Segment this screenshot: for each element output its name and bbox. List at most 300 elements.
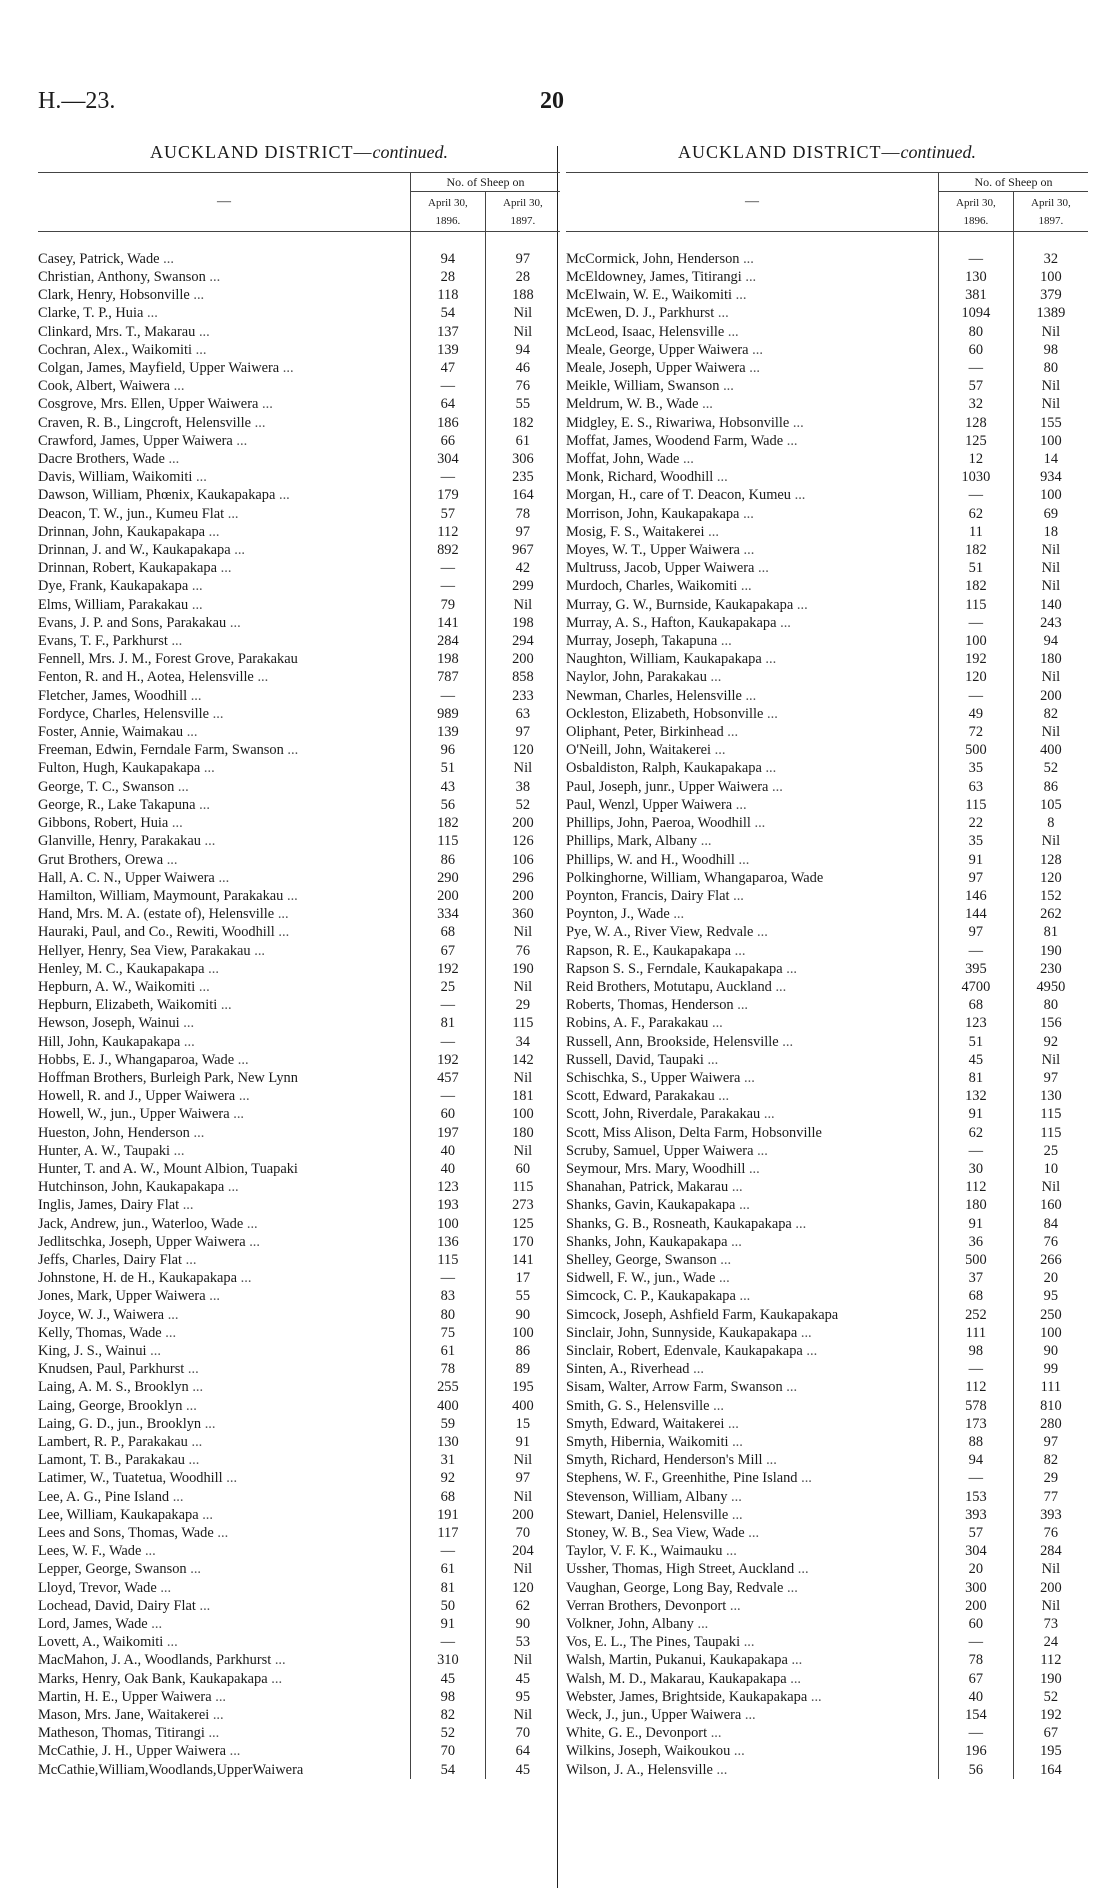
owner-name-text: McEwen, D. J., Parkhurst bbox=[566, 305, 715, 322]
sheep-count-1897: Nil bbox=[485, 978, 560, 996]
sheep-count-1896: 97 bbox=[939, 869, 1014, 887]
sheep-count-1896: 72 bbox=[939, 723, 1014, 741]
sheep-count-1896: 30 bbox=[939, 1160, 1014, 1178]
sheep-count-1896: 79 bbox=[411, 596, 486, 614]
leader-dots: ... bbox=[693, 1361, 704, 1378]
owner-name bbox=[38, 1415, 411, 1433]
sheep-count-1897: 400 bbox=[1013, 741, 1088, 759]
sheep-count-1897: 69 bbox=[1013, 505, 1088, 523]
sheep-count-1897: 52 bbox=[485, 796, 560, 814]
sheep-count-1896: 173 bbox=[939, 1415, 1014, 1433]
owner-name-text: Monk, Richard, Woodhill bbox=[566, 469, 714, 486]
table-row bbox=[38, 1124, 560, 1142]
leader-dots: ... bbox=[791, 1652, 803, 1669]
owner-name bbox=[38, 1287, 411, 1305]
table-row bbox=[566, 1742, 1088, 1760]
owner-name-text: Colgan, James, Mayfield, Upper Waiwera bbox=[38, 360, 280, 377]
sheep-count-1897: 70 bbox=[485, 1524, 560, 1542]
sheep-count-1897: 294 bbox=[485, 632, 560, 650]
leader-dots: ... bbox=[717, 305, 729, 322]
header-sheep-on: No. of Sheep on bbox=[411, 173, 561, 192]
leader-dots: ... bbox=[734, 942, 746, 959]
sheep-count-1897: 97 bbox=[485, 523, 560, 541]
owner-name-text: Stoney, W. B., Sea View, Wade bbox=[566, 1525, 745, 1542]
sheep-count-1896: 4700 bbox=[939, 978, 1014, 996]
leader-dots: ... bbox=[220, 997, 232, 1014]
leader-dots: ... bbox=[160, 1579, 172, 1596]
sheep-count-1896: 80 bbox=[411, 1306, 486, 1324]
owner-name bbox=[566, 323, 939, 341]
owner-name-text: Jedlitschka, Joseph, Upper Waiwera bbox=[38, 1233, 246, 1250]
table-row bbox=[566, 268, 1088, 286]
owner-name bbox=[38, 1706, 411, 1724]
leader-dots: ... bbox=[711, 1015, 723, 1032]
sheep-count-1896: 56 bbox=[939, 1761, 1014, 1779]
owner-name-text: Hill, John, Kaukapakapa bbox=[38, 1033, 181, 1050]
table-row bbox=[566, 541, 1088, 559]
owner-name bbox=[566, 1633, 939, 1651]
leader-dots: ... bbox=[209, 1288, 221, 1305]
owner-name bbox=[38, 1542, 411, 1560]
header-dash: — bbox=[566, 173, 939, 232]
sheep-count-1896: 28 bbox=[411, 268, 486, 286]
owner-name bbox=[566, 1724, 939, 1742]
header-date-1896 bbox=[939, 192, 1014, 231]
table-row bbox=[38, 1069, 560, 1087]
owner-name bbox=[566, 1251, 939, 1269]
table-row bbox=[38, 1287, 560, 1305]
sheep-count-1897: Nil bbox=[1013, 832, 1088, 850]
sheep-count-1896: 1030 bbox=[939, 468, 1014, 486]
sheep-count-1897: 120 bbox=[485, 1579, 560, 1597]
sheep-count-1897: 34 bbox=[485, 1033, 560, 1051]
owner-name bbox=[566, 250, 939, 268]
leader-dots: ... bbox=[710, 669, 722, 686]
leader-dots: ... bbox=[220, 560, 232, 577]
owner-name-text: Simcock, C. P., Kaukapakapa bbox=[566, 1288, 736, 1305]
owner-name-text: Shanks, John, Kaukapakapa bbox=[566, 1233, 728, 1250]
sheep-count-1896: 45 bbox=[411, 1670, 486, 1688]
table-row bbox=[566, 905, 1088, 923]
table-row bbox=[566, 377, 1088, 395]
sheep-count-1896: 83 bbox=[411, 1287, 486, 1305]
owner-name bbox=[38, 1306, 411, 1324]
sheep-count-1897: 97 bbox=[485, 250, 560, 268]
owner-name-text: Poynton, J., Wade bbox=[566, 906, 670, 923]
sheep-count-1896: 381 bbox=[939, 286, 1014, 304]
owner-name-text: Schischka, S., Upper Waiwera bbox=[566, 1069, 741, 1086]
owner-name-text: Sinten, A., Riverhead bbox=[566, 1361, 690, 1378]
owner-name bbox=[38, 541, 411, 559]
sheep-count-1896: — bbox=[939, 942, 1014, 960]
owner-name bbox=[566, 432, 939, 450]
sheep-count-1896: 82 bbox=[411, 1706, 486, 1724]
table-row bbox=[38, 1633, 560, 1651]
table-row bbox=[566, 778, 1088, 796]
owner-name-text: King, J. S., Wainui bbox=[38, 1342, 147, 1359]
table-row bbox=[38, 468, 560, 486]
owner-name-text: Stevenson, William, Albany bbox=[566, 1488, 728, 1505]
sheep-count-1896: — bbox=[939, 687, 1014, 705]
owner-name bbox=[566, 759, 939, 777]
sheep-count-1896: 68 bbox=[939, 996, 1014, 1014]
leader-dots: ... bbox=[271, 1670, 283, 1687]
owner-name-text: Seymour, Mrs. Mary, Woodhill bbox=[566, 1160, 746, 1177]
sheep-count-1897: 76 bbox=[485, 377, 560, 395]
table-row bbox=[38, 1087, 560, 1105]
table-row bbox=[38, 1469, 560, 1487]
sheep-count-1897: 160 bbox=[1013, 1196, 1088, 1214]
leader-dots: ... bbox=[212, 1707, 224, 1724]
sheep-count-1897: 306 bbox=[485, 450, 560, 468]
table-row bbox=[566, 1615, 1088, 1633]
owner-name-text: Smith, G. S., Helensville bbox=[566, 1397, 710, 1414]
leader-dots: ... bbox=[683, 451, 694, 468]
owner-name bbox=[566, 705, 939, 723]
sheep-count-1897: Nil bbox=[1013, 1560, 1088, 1578]
sheep-count-1896: 111 bbox=[939, 1324, 1014, 1342]
owner-name bbox=[566, 1451, 939, 1469]
table-row bbox=[38, 668, 560, 686]
table-row bbox=[566, 869, 1088, 887]
leader-dots: ... bbox=[765, 651, 777, 668]
owner-name bbox=[38, 1087, 411, 1105]
owner-name bbox=[38, 1215, 411, 1233]
sheep-count-1896: 192 bbox=[411, 960, 486, 978]
sheep-count-1896: 64 bbox=[411, 395, 486, 413]
leader-dots: ... bbox=[726, 1543, 737, 1560]
leader-dots: ... bbox=[186, 1397, 197, 1414]
date-year: 1896. bbox=[435, 215, 461, 228]
owner-name bbox=[566, 978, 939, 996]
leader-dots: ... bbox=[708, 523, 719, 540]
owner-name-text: Jeffs, Charles, Dairy Flat bbox=[38, 1251, 183, 1268]
sheep-count-1896: 154 bbox=[939, 1706, 1014, 1724]
leader-dots: ... bbox=[187, 1361, 199, 1378]
table-row bbox=[566, 1360, 1088, 1378]
table-row bbox=[566, 286, 1088, 304]
owner-name bbox=[38, 705, 411, 723]
table-row bbox=[38, 377, 560, 395]
owner-name-text: Hamilton, William, Maymount, Parakakau bbox=[38, 887, 284, 904]
leader-dots: ... bbox=[173, 1142, 185, 1159]
sheep-count-1897: 156 bbox=[1013, 1014, 1088, 1032]
leader-dots: ... bbox=[733, 1743, 745, 1760]
owner-name bbox=[38, 1051, 411, 1069]
owner-name bbox=[566, 687, 939, 705]
sheep-count-1896: 12 bbox=[939, 450, 1014, 468]
sheep-count-1897: 18 bbox=[1013, 523, 1088, 541]
owner-name-text: Glanville, Henry, Parakakau bbox=[38, 833, 201, 850]
owner-name-text: Latimer, W., Tuatetua, Woodhill bbox=[38, 1470, 223, 1487]
sheep-count-1897: 97 bbox=[1013, 1433, 1088, 1451]
sheep-count-1897: 99 bbox=[1013, 1360, 1088, 1378]
leader-dots: ... bbox=[718, 1088, 730, 1105]
owner-name bbox=[566, 1579, 939, 1597]
sheep-count-1897: 90 bbox=[485, 1306, 560, 1324]
sheep-count-1897: 126 bbox=[485, 832, 560, 850]
table-row bbox=[566, 632, 1088, 650]
table-row bbox=[38, 432, 560, 450]
leader-dots: ... bbox=[171, 633, 183, 650]
sheep-count-1897: Nil bbox=[485, 1069, 560, 1087]
table-row bbox=[38, 814, 560, 832]
owner-name-text: Stewart, Daniel, Helensville bbox=[566, 1506, 729, 1523]
table-row bbox=[38, 887, 560, 905]
table-row bbox=[566, 1415, 1088, 1433]
sheep-count-1897: 180 bbox=[485, 1124, 560, 1142]
owner-name-text: Dye, Frank, Kaukapakapa bbox=[38, 578, 189, 595]
owner-name-text: Hauraki, Paul, and Co., Rewiti, Woodhill bbox=[38, 924, 275, 941]
sheep-count-1897: 200 bbox=[485, 650, 560, 668]
sheep-count-1896: 395 bbox=[939, 960, 1014, 978]
sheep-count-1897: 188 bbox=[485, 286, 560, 304]
owner-name-text: Murray, G. W., Burnside, Kaukapakapa bbox=[566, 596, 794, 613]
owner-name bbox=[38, 1506, 411, 1524]
table-row bbox=[38, 1378, 560, 1396]
sheep-count-1896: 59 bbox=[411, 1415, 486, 1433]
sheep-count-1896: 68 bbox=[411, 923, 486, 941]
table-row bbox=[38, 923, 560, 941]
sheep-count-1896: 62 bbox=[939, 505, 1014, 523]
leader-dots: ... bbox=[166, 851, 178, 868]
sheep-count-1897: 29 bbox=[1013, 1469, 1088, 1487]
header-date-1897 bbox=[485, 192, 560, 231]
leader-dots: ... bbox=[718, 1270, 730, 1287]
leader-dots: ... bbox=[177, 778, 189, 795]
leader-dots: ... bbox=[735, 796, 747, 813]
table-row bbox=[566, 1251, 1088, 1269]
owner-name bbox=[38, 1433, 411, 1451]
table-row bbox=[38, 614, 560, 632]
leader-dots: ... bbox=[227, 505, 239, 522]
sheep-count-1897: 32 bbox=[1013, 250, 1088, 268]
sheep-count-1896: 68 bbox=[939, 1287, 1014, 1305]
owner-name-text: Sinclair, Robert, Edenvale, Kaukapakapa bbox=[566, 1342, 803, 1359]
sheep-count-1897: 86 bbox=[1013, 778, 1088, 796]
owner-name-text: Craven, R. B., Lingcroft, Helensville bbox=[38, 414, 252, 431]
sheep-count-1896: — bbox=[411, 468, 486, 486]
sheep-count-1897: 84 bbox=[1013, 1215, 1088, 1233]
owner-name-text: Scott, John, Riverdale, Parakakau bbox=[566, 1106, 761, 1123]
leader-dots: ... bbox=[765, 760, 777, 777]
sheep-count-1897: 80 bbox=[1013, 359, 1088, 377]
leader-dots: ... bbox=[150, 1342, 161, 1359]
owner-name bbox=[38, 1124, 411, 1142]
owner-name bbox=[38, 341, 411, 359]
sheep-count-1897: 230 bbox=[1013, 960, 1088, 978]
table-row bbox=[38, 559, 560, 577]
owner-name-text: MacMahon, J. A., Woodlands, Parkhurst bbox=[38, 1652, 272, 1669]
owner-name-text: Hobbs, E. J., Whangaparoa, Wade bbox=[38, 1051, 235, 1068]
sheep-count-1897: 14 bbox=[1013, 450, 1088, 468]
owner-name-text: Foster, Annie, Waimakau bbox=[38, 724, 184, 741]
sheep-count-1896: 989 bbox=[411, 705, 486, 723]
section-title-text: AUCKLAND DISTRICT— bbox=[150, 142, 373, 162]
owner-name bbox=[38, 286, 411, 304]
table-row bbox=[566, 1069, 1088, 1087]
leader-dots: ... bbox=[238, 1088, 250, 1105]
sheep-count-1896: 112 bbox=[939, 1378, 1014, 1396]
table-row bbox=[38, 1451, 560, 1469]
owner-name bbox=[38, 851, 411, 869]
table-row bbox=[566, 1560, 1088, 1578]
table-row bbox=[566, 942, 1088, 960]
table-row bbox=[38, 778, 560, 796]
sheep-count-1897: Nil bbox=[1013, 559, 1088, 577]
sheep-count-1897: 280 bbox=[1013, 1415, 1088, 1433]
sheep-count-1896: 96 bbox=[411, 741, 486, 759]
table-row bbox=[38, 1105, 560, 1123]
table-row bbox=[566, 978, 1088, 996]
sheep-count-1896: 66 bbox=[411, 432, 486, 450]
owner-name-text: Murray, A. S., Hafton, Kaukapakapa bbox=[566, 614, 777, 631]
sheep-count-1897: 63 bbox=[485, 705, 560, 723]
date-line: April 30, bbox=[956, 197, 996, 210]
owner-name-text: Sidwell, F. W., jun., Wade bbox=[566, 1270, 716, 1287]
leader-dots: ... bbox=[163, 250, 174, 267]
table-row bbox=[38, 1724, 560, 1742]
sheep-count-1896: 60 bbox=[939, 1615, 1014, 1633]
leader-dots: ... bbox=[758, 560, 769, 577]
table-row bbox=[38, 1014, 560, 1032]
sheep-count-1896: 75 bbox=[411, 1324, 486, 1342]
section-title-left bbox=[38, 142, 560, 172]
leader-dots: ... bbox=[697, 1616, 709, 1633]
sheep-count-1896: 130 bbox=[939, 268, 1014, 286]
sheep-count-1897: 53 bbox=[485, 1633, 560, 1651]
owner-name bbox=[38, 1251, 411, 1269]
owner-name-text: Roberts, Thomas, Henderson bbox=[566, 997, 734, 1014]
leader-dots: ... bbox=[748, 1160, 760, 1177]
owner-name-text: Laing, G. D., jun., Brooklyn bbox=[38, 1415, 202, 1432]
leader-dots: ... bbox=[212, 705, 224, 722]
leader-dots: ... bbox=[792, 414, 804, 431]
owner-name bbox=[38, 304, 411, 322]
leader-dots: ... bbox=[720, 1251, 732, 1268]
sheep-count-1896: 578 bbox=[939, 1397, 1014, 1415]
document-reference: H.—23. bbox=[38, 88, 116, 114]
table-row bbox=[38, 1196, 560, 1214]
owner-name bbox=[38, 505, 411, 523]
sheep-count-1896: 78 bbox=[411, 1360, 486, 1378]
owner-name bbox=[566, 650, 939, 668]
owner-name-text: Walsh, Martin, Pukanui, Kaukapakapa bbox=[566, 1652, 788, 1669]
sheep-count-1897: 45 bbox=[485, 1761, 560, 1779]
table-row bbox=[566, 996, 1088, 1014]
owner-name bbox=[38, 996, 411, 1014]
leader-dots: ... bbox=[763, 1106, 775, 1123]
owner-name-text: Taylor, V. F. K., Waimauku bbox=[566, 1543, 723, 1560]
table-row bbox=[38, 1306, 560, 1324]
owner-name bbox=[566, 1560, 939, 1578]
table-row bbox=[566, 450, 1088, 468]
leader-dots: ... bbox=[733, 887, 744, 904]
leader-dots: ... bbox=[757, 1142, 768, 1159]
sheep-count-1896: 191 bbox=[411, 1506, 486, 1524]
owner-name bbox=[566, 1142, 939, 1160]
owner-name bbox=[38, 668, 411, 686]
owner-name-text: Knudsen, Paul, Parkhurst bbox=[38, 1361, 185, 1378]
leader-dots: ... bbox=[731, 1179, 743, 1196]
table-row bbox=[566, 1196, 1088, 1214]
sheep-table-right bbox=[566, 172, 1088, 1779]
sheep-count-1896: 112 bbox=[411, 523, 486, 541]
owner-name bbox=[566, 1105, 939, 1123]
leader-dots: ... bbox=[172, 1488, 184, 1505]
leader-dots: ... bbox=[198, 323, 210, 340]
sheep-count-1896: 197 bbox=[411, 1124, 486, 1142]
sheep-count-1896: 61 bbox=[411, 1560, 486, 1578]
leader-dots: ... bbox=[208, 1725, 220, 1742]
table-row bbox=[566, 1542, 1088, 1560]
owner-name-text: Phillips, W. and H., Woodhill bbox=[566, 851, 735, 868]
sheep-count-1896: 40 bbox=[411, 1160, 486, 1178]
owner-name bbox=[566, 286, 939, 304]
leader-dots: ... bbox=[745, 269, 757, 285]
sheep-count-1896: 255 bbox=[411, 1378, 486, 1396]
leader-dots: ... bbox=[204, 1415, 216, 1432]
sheep-count-1897: 82 bbox=[1013, 1451, 1088, 1469]
sheep-count-1896: 180 bbox=[939, 1196, 1014, 1214]
sheep-count-1897: 250 bbox=[1013, 1306, 1088, 1324]
sheep-count-1897: Nil bbox=[1013, 1051, 1088, 1069]
table-row bbox=[38, 905, 560, 923]
leader-dots: ... bbox=[196, 469, 207, 486]
table-row bbox=[38, 1488, 560, 1506]
sheep-count-1896: 1094 bbox=[939, 304, 1014, 322]
owner-name bbox=[38, 432, 411, 450]
table-row bbox=[566, 796, 1088, 814]
owner-name-text: Phillips, John, Paeroa, Woodhill bbox=[566, 815, 751, 832]
sheep-count-1896: 400 bbox=[411, 1397, 486, 1415]
leader-dots: ... bbox=[278, 924, 290, 941]
sheep-count-1896: 94 bbox=[411, 250, 486, 268]
owner-name-text: Shanks, Gavin, Kaukapakapa bbox=[566, 1197, 736, 1214]
sheep-count-1896: 193 bbox=[411, 1196, 486, 1214]
leader-dots: ... bbox=[731, 1233, 742, 1250]
sheep-count-1896: 36 bbox=[939, 1233, 1014, 1251]
leader-dots: ... bbox=[278, 487, 290, 504]
owner-name-text: Evans, J. P. and Sons, Parakakau bbox=[38, 614, 227, 631]
sheep-count-1897: 77 bbox=[1013, 1488, 1088, 1506]
sheep-count-1897: 95 bbox=[1013, 1287, 1088, 1305]
header-sheep-on: No. of Sheep on bbox=[939, 173, 1089, 192]
table-row bbox=[38, 577, 560, 595]
owner-name-text: Hueston, John, Henderson bbox=[38, 1124, 190, 1141]
leader-dots: ... bbox=[796, 596, 808, 613]
owner-name bbox=[38, 1142, 411, 1160]
sheep-count-1896: 98 bbox=[939, 1342, 1014, 1360]
leader-dots: ... bbox=[254, 414, 266, 431]
owner-name-text: Marks, Henry, Oak Bank, Kaukapakapa bbox=[38, 1670, 268, 1687]
owner-name-text: Multruss, Jacob, Upper Waiwera bbox=[566, 560, 755, 577]
owner-name-text: Joyce, W. J., Waiwera bbox=[38, 1306, 165, 1323]
owner-name-text: Morgan, H., care of T. Deacon, Kumeu bbox=[566, 487, 791, 504]
leader-dots: ... bbox=[186, 724, 198, 741]
sheep-count-1896: — bbox=[939, 250, 1014, 268]
sheep-count-1896: 100 bbox=[411, 1215, 486, 1233]
sheep-count-1897: 61 bbox=[485, 432, 560, 450]
sheep-count-1897: 200 bbox=[1013, 687, 1088, 705]
table-row bbox=[566, 687, 1088, 705]
leader-dots: ... bbox=[193, 287, 205, 304]
owner-name-text: Hall, A. C. N., Upper Waiwera bbox=[38, 869, 215, 886]
owner-name bbox=[38, 723, 411, 741]
header-date-1896 bbox=[411, 192, 486, 231]
leader-dots: ... bbox=[794, 487, 806, 504]
sheep-count-1896: 136 bbox=[411, 1233, 486, 1251]
